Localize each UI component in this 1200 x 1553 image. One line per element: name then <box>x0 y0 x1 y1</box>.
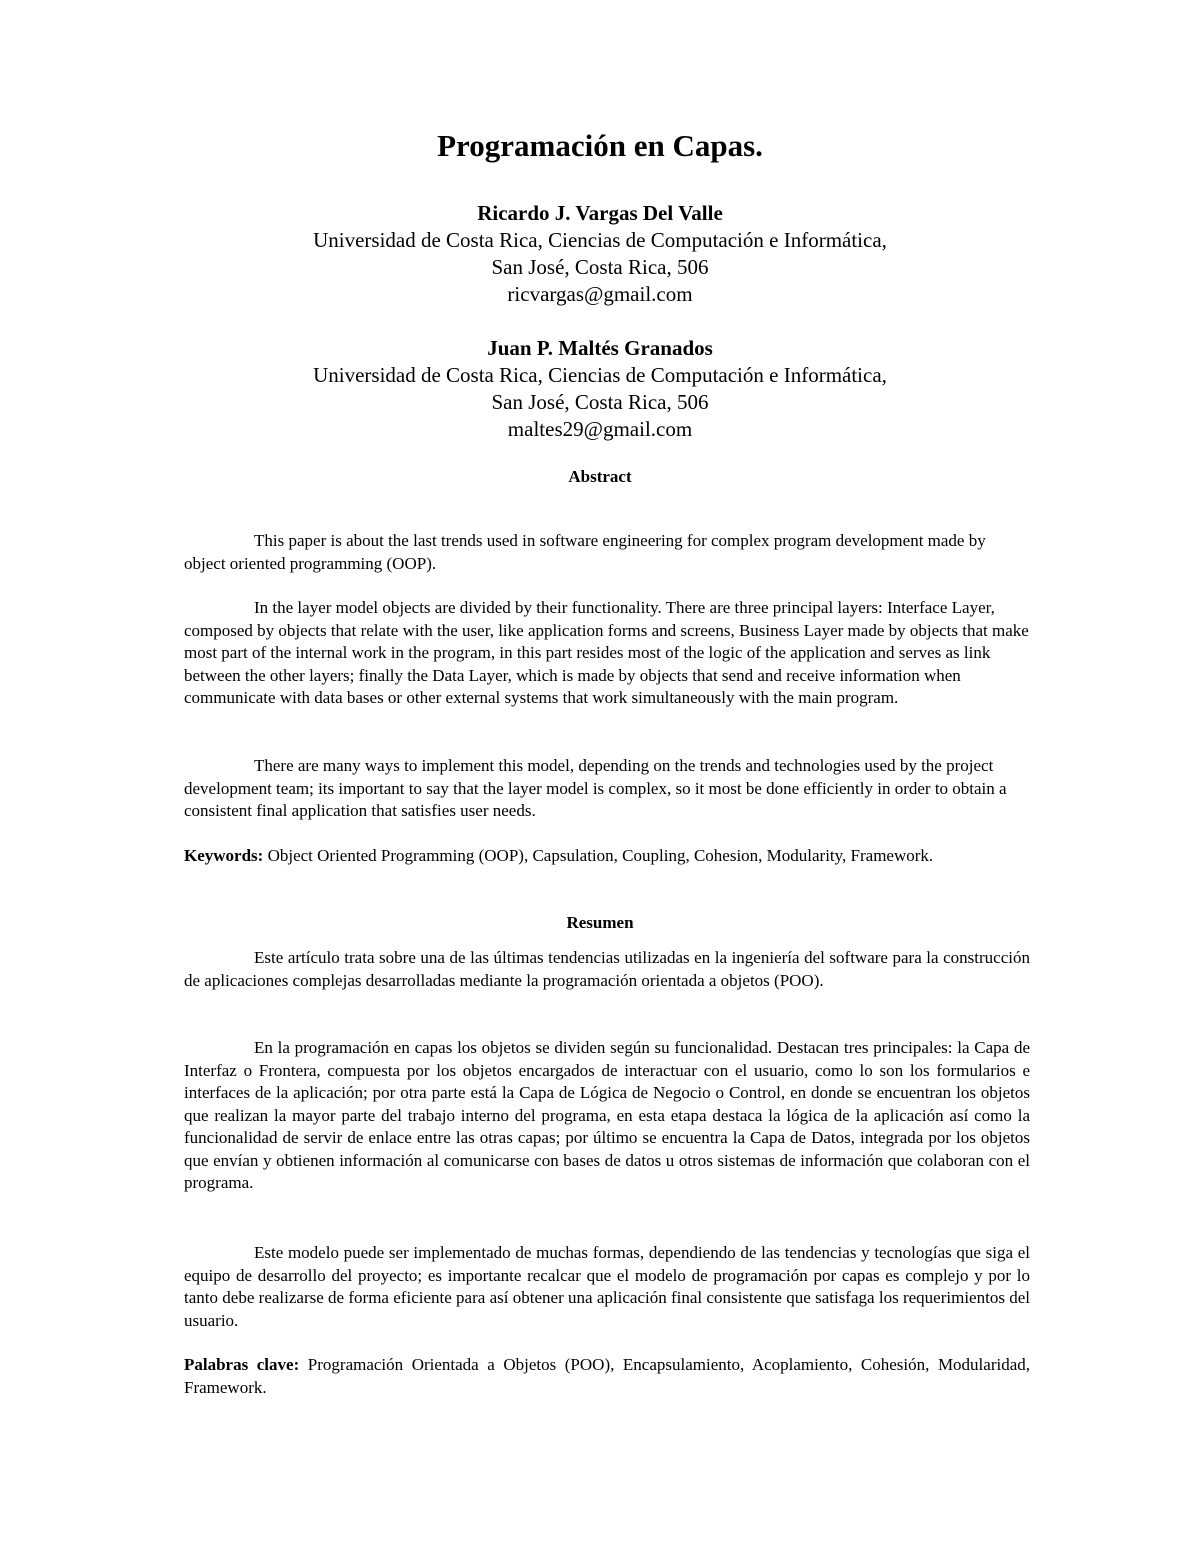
author-block-2 <box>0 335 1200 443</box>
author-affiliation: Universidad de Costa Rica, Ciencias de Computación e Informática, <box>313 363 887 387</box>
resumen-paragraph: Este modelo puede ser implementado de muchas formas, dependiendo de las tendencias y tecnologías que siga el equipo de desarrollo del proyecto; es importante recalcar que el modelo de programación por capas es complejo y por lo tanto debe realizarse de forma eficiente para así obtener una aplicación final consistente que satisfaga los requerimientos del usuario. <box>184 1243 1030 1330</box>
keywords-text: Object Oriented Programming (OOP), Capsulation, Coupling, Cohesion, Modularity, Framework. <box>267 846 934 865</box>
palabras-clave-label: Palabras clave: <box>184 1355 300 1374</box>
abstract-paragraph: There are many ways to implement this model, depending on the trends and technologies used by the project development team; its important to say that the layer model is complex, so it most be done efficiently in order to obtain a consistent final application that satisfies user needs. <box>184 756 1007 820</box>
author-name: Juan P. Maltés Granados <box>487 336 713 360</box>
paper-title: Programación en Capas. <box>437 128 763 163</box>
author-block-1 <box>0 200 1200 308</box>
keywords-label: Keywords: <box>184 846 264 865</box>
palabras-clave-text: Programación Orientada a Objetos (POO), Encapsulamiento, Acoplamiento, Cohesión, Modularidad, Framework. <box>184 1355 1031 1397</box>
resumen-paragraph: En la programación en capas los objetos se dividen según su funcionalidad. Destacan tres principales: la Capa de Interfaz o Frontera, compuesta por los objetos encargados de interactuar con el usuario, como lo son los formularios e interfaces de la aplicación; por otra parte está la Capa de Lógica de Negocio o Control, en donde se encuentran los objetos que realizan la mayor parte del trabajo interno del programa, en esta etapa destaca la lógica de la aplicación así como la funcionalidad de servir de enlace entre las otras capas; por último se encuentra la Capa de Datos, integrada por los objetos que envían y obtienen información al comunicarse con bases de datos u otros sistemas de información que colaboran con el programa. <box>184 1038 1030 1192</box>
author-location: San José, Costa Rica, 506 <box>491 255 709 279</box>
keywords-paragraph <box>184 845 1030 868</box>
abstract-heading: Abstract <box>568 467 632 486</box>
resumen-heading: Resumen <box>566 913 634 932</box>
resumen-paragraph: Este artículo trata sobre una de las últimas tendencias utilizadas en la ingeniería del software para la construcción de aplicaciones complejas desarrolladas mediante la programación orientada a objetos (POO). <box>184 948 1030 990</box>
abstract-paragraph: This paper is about the last trends used in software engineering for complex program development made by object oriented programming (OOP). <box>184 531 986 573</box>
author-email: ricvargas@gmail.com <box>507 282 693 306</box>
author-name: Ricardo J. Vargas Del Valle <box>477 201 723 225</box>
author-location: San José, Costa Rica, 506 <box>491 390 709 414</box>
author-affiliation: Universidad de Costa Rica, Ciencias de Computación e Informática, <box>313 228 887 252</box>
palabras-clave-paragraph <box>184 1354 1030 1399</box>
abstract-paragraph: In the layer model objects are divided by their functionality. There are three principal layers: Interface Layer, composed by objects that relate with the user, like application forms and screens, Business Layer made by objects that make most part of the internal work in the program, in this part resides most of the logic of the application and serves as link between the other layers; finally the Data Layer, which is made by objects that send and receive information when communicate with data bases or other external systems that work simultaneously with the main program. <box>184 598 1029 707</box>
author-email: maltes29@gmail.com <box>507 417 693 441</box>
